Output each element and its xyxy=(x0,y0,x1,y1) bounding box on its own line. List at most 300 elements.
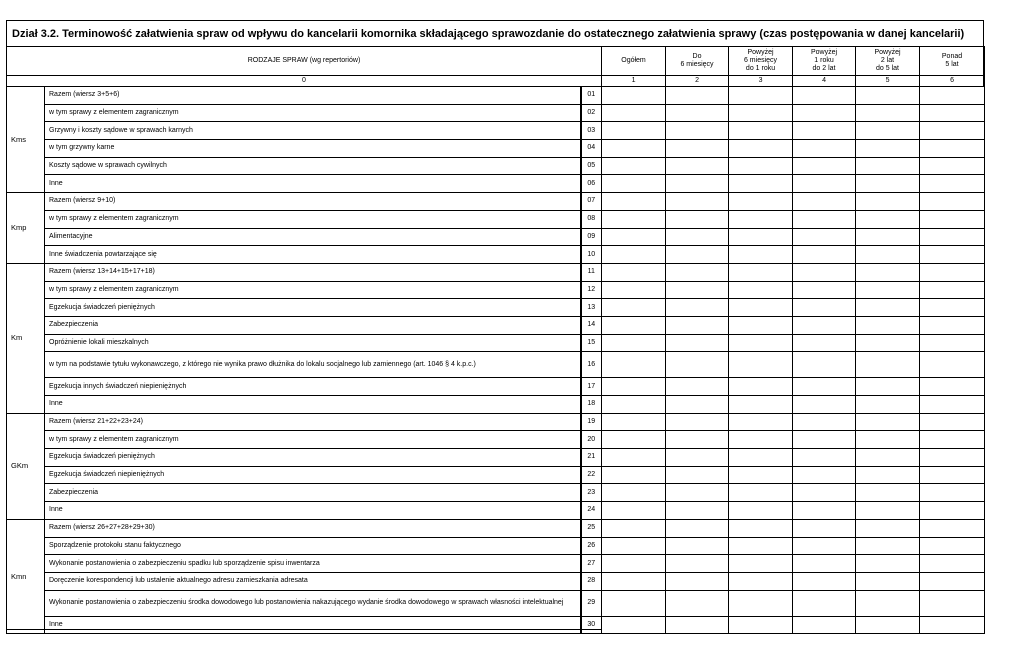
data-cell-col-1[interactable] xyxy=(602,263,666,281)
data-cell-col-4[interactable] xyxy=(793,122,856,140)
data-cell-col-5[interactable] xyxy=(856,378,920,396)
data-cell-col-2[interactable] xyxy=(666,140,729,158)
data-cell-col-4[interactable] xyxy=(793,210,856,228)
header-col-4-line-1: Powyżej xyxy=(810,49,838,56)
data-cell-col-3[interactable] xyxy=(729,334,793,352)
table-row xyxy=(7,537,985,555)
data-cell-col-6[interactable] xyxy=(920,449,985,467)
data-cell-col-5[interactable] xyxy=(856,502,920,520)
data-cell-col-6[interactable] xyxy=(920,228,985,246)
data-cell-col-2[interactable] xyxy=(666,502,729,520)
header-col-3-line-2: 6 miesięcy xyxy=(743,57,778,64)
data-cell-col-5[interactable] xyxy=(856,431,920,449)
data-cell-col-6[interactable] xyxy=(920,140,985,158)
col-number-4: 4 xyxy=(793,76,856,87)
column-number-row xyxy=(7,76,985,87)
data-cell-col-1[interactable] xyxy=(602,122,666,140)
data-cell-col-6[interactable] xyxy=(920,555,985,573)
data-cell-col-1[interactable] xyxy=(602,413,666,431)
data-cell-col-3[interactable] xyxy=(729,157,793,175)
data-cell-col-3[interactable] xyxy=(729,246,793,264)
data-cell-col-2[interactable] xyxy=(666,228,729,246)
data-cell-col-4[interactable] xyxy=(793,104,856,122)
data-cell-col-6[interactable] xyxy=(920,316,985,334)
data-cell-col-1[interactable] xyxy=(602,87,666,105)
report-frame xyxy=(6,20,984,630)
header-col-5-line-3: do 5 lat xyxy=(876,65,899,72)
data-cell-col-5[interactable] xyxy=(856,122,920,140)
row-number: 19 xyxy=(581,413,602,431)
table-row xyxy=(7,431,985,449)
row-number: 20 xyxy=(581,431,602,449)
header-col-5-line-2: 2 lat xyxy=(880,57,895,64)
data-cell-col-3[interactable] xyxy=(729,210,793,228)
data-cell-col-6[interactable] xyxy=(920,537,985,555)
header-col-1-line-1: Ogółem xyxy=(621,57,646,64)
data-cell-col-4[interactable] xyxy=(793,263,856,281)
data-cell-col-3[interactable] xyxy=(729,616,793,634)
row-label: Inne xyxy=(45,502,581,520)
header-col-1 xyxy=(602,47,666,76)
table-row xyxy=(7,519,985,537)
header-col-3-line-3: do 1 roku xyxy=(745,65,776,72)
data-cell-col-5[interactable] xyxy=(856,281,920,299)
row-label: Zabezpieczenia xyxy=(45,316,581,334)
data-cell-col-3[interactable] xyxy=(729,413,793,431)
header-col-5 xyxy=(856,47,920,76)
data-cell-col-3[interactable] xyxy=(729,378,793,396)
data-cell-col-5[interactable] xyxy=(856,299,920,317)
data-cell-col-6[interactable] xyxy=(920,175,985,193)
data-cell-col-3[interactable] xyxy=(729,122,793,140)
data-cell-col-3[interactable] xyxy=(729,281,793,299)
table-row xyxy=(7,87,985,105)
row-number: 27 xyxy=(581,555,602,573)
row-number: 04 xyxy=(581,140,602,158)
table-row xyxy=(7,466,985,484)
data-cell-col-5[interactable] xyxy=(856,413,920,431)
row-label: Koszty sądowe w sprawach cywilnych xyxy=(45,157,581,175)
row-label: Egzekucja innych świadczeń niepieniężnych xyxy=(45,378,581,396)
header-col-2-line-1: Do xyxy=(692,53,702,60)
table-row xyxy=(7,352,985,378)
data-cell-col-4[interactable] xyxy=(793,140,856,158)
data-cell-col-6[interactable] xyxy=(920,572,985,590)
data-cell-col-4[interactable] xyxy=(793,555,856,573)
data-cell-col-6[interactable] xyxy=(920,466,985,484)
data-cell-col-4[interactable] xyxy=(793,246,856,264)
data-cell-col-2[interactable] xyxy=(666,466,729,484)
data-cell-col-5[interactable] xyxy=(856,140,920,158)
data-cell-col-4[interactable] xyxy=(793,449,856,467)
header-col-6-line-1: Ponad xyxy=(941,53,963,60)
table-row xyxy=(7,140,985,158)
data-cell-col-4[interactable] xyxy=(793,352,856,378)
data-cell-col-6[interactable] xyxy=(920,87,985,105)
data-cell-col-6[interactable] xyxy=(920,122,985,140)
table-row xyxy=(7,263,985,281)
data-cell-col-1[interactable] xyxy=(602,175,666,193)
data-cell-col-3[interactable] xyxy=(729,396,793,414)
data-cell-col-4[interactable] xyxy=(793,431,856,449)
row-label: Egzekucja świadczeń pieniężnych xyxy=(45,449,581,467)
row-label: Opróżnienie lokali mieszkalnych xyxy=(45,334,581,352)
data-cell-col-2[interactable] xyxy=(666,616,729,634)
table-row xyxy=(7,378,985,396)
row-label: w tym sprawy z elementem zagranicznym xyxy=(45,210,581,228)
data-cell-col-4[interactable] xyxy=(793,413,856,431)
row-label: Egzekucja świadczeń pieniężnych xyxy=(45,299,581,317)
row-label: Wykonanie postanowienia o zabezpieczeniu spadku lub sporządzenie spisu inwentarza xyxy=(45,555,581,573)
table-row xyxy=(7,228,985,246)
data-cell-col-1[interactable] xyxy=(602,140,666,158)
table-row xyxy=(7,334,985,352)
data-cell-col-1[interactable] xyxy=(602,352,666,378)
data-cell-col-6[interactable] xyxy=(920,246,985,264)
data-cell-col-2[interactable] xyxy=(666,193,729,211)
data-cell-col-1[interactable] xyxy=(602,616,666,634)
group-label: Kmn xyxy=(7,519,45,633)
table-row xyxy=(7,616,985,634)
data-cell-col-1[interactable] xyxy=(602,555,666,573)
data-cell-col-6[interactable] xyxy=(920,281,985,299)
data-cell-col-3[interactable] xyxy=(729,449,793,467)
table-row xyxy=(7,572,985,590)
row-number: 06 xyxy=(581,175,602,193)
row-label: Alimentacyjne xyxy=(45,228,581,246)
data-cell-col-5[interactable] xyxy=(856,466,920,484)
row-number: 23 xyxy=(581,484,602,502)
row-number: 09 xyxy=(581,228,602,246)
row-number: 21 xyxy=(581,449,602,467)
data-cell-col-3[interactable] xyxy=(729,466,793,484)
data-cell-col-5[interactable] xyxy=(856,616,920,634)
row-number: 18 xyxy=(581,396,602,414)
data-cell-col-5[interactable] xyxy=(856,352,920,378)
data-cell-col-3[interactable] xyxy=(729,555,793,573)
row-label: Inne świadczenia powtarzające się xyxy=(45,246,581,264)
header-col-5-line-1: Powyżej xyxy=(874,49,901,56)
data-cell-col-1[interactable] xyxy=(602,396,666,414)
data-cell-col-6[interactable] xyxy=(920,334,985,352)
data-cell-col-1[interactable] xyxy=(602,316,666,334)
row-number: 28 xyxy=(581,572,602,590)
data-cell-col-1[interactable] xyxy=(602,157,666,175)
row-label: Egzekucja świadczeń niepieniężnych xyxy=(45,466,581,484)
header-col-6-line-2: 5 lat xyxy=(945,61,959,68)
data-cell-col-1[interactable] xyxy=(602,378,666,396)
data-cell-col-4[interactable] xyxy=(793,572,856,590)
data-cell-col-2[interactable] xyxy=(666,413,729,431)
data-cell-col-5[interactable] xyxy=(856,87,920,105)
data-cell-col-5[interactable] xyxy=(856,484,920,502)
data-cell-col-2[interactable] xyxy=(666,122,729,140)
data-cell-col-2[interactable] xyxy=(666,537,729,555)
table-row xyxy=(7,413,985,431)
row-number: 02 xyxy=(581,104,602,122)
data-cell-col-6[interactable] xyxy=(920,519,985,537)
data-cell-col-5[interactable] xyxy=(856,449,920,467)
data-cell-col-6[interactable] xyxy=(920,502,985,520)
row-label: Inne xyxy=(45,616,581,634)
data-cell-col-5[interactable] xyxy=(856,246,920,264)
data-cell-col-4[interactable] xyxy=(793,87,856,105)
data-cell-col-6[interactable] xyxy=(920,104,985,122)
data-cell-col-4[interactable] xyxy=(793,175,856,193)
header-col-6 xyxy=(920,47,985,76)
data-cell-col-2[interactable] xyxy=(666,449,729,467)
data-cell-col-3[interactable] xyxy=(729,140,793,158)
data-cell-col-1[interactable] xyxy=(602,334,666,352)
table-row xyxy=(7,157,985,175)
data-cell-col-2[interactable] xyxy=(666,431,729,449)
data-cell-col-2[interactable] xyxy=(666,334,729,352)
col-number-1: 1 xyxy=(602,76,666,87)
row-number: 30 xyxy=(581,616,602,634)
data-cell-col-2[interactable] xyxy=(666,157,729,175)
data-cell-col-5[interactable] xyxy=(856,537,920,555)
data-cell-col-3[interactable] xyxy=(729,175,793,193)
data-cell-col-3[interactable] xyxy=(729,316,793,334)
data-cell-col-1[interactable] xyxy=(602,484,666,502)
table-row xyxy=(7,210,985,228)
data-cell-col-2[interactable] xyxy=(666,175,729,193)
data-cell-col-3[interactable] xyxy=(729,263,793,281)
row-number: 10 xyxy=(581,246,602,264)
data-cell-col-3[interactable] xyxy=(729,352,793,378)
data-cell-col-6[interactable] xyxy=(920,396,985,414)
row-number: 12 xyxy=(581,281,602,299)
data-cell-col-2[interactable] xyxy=(666,281,729,299)
data-cell-col-4[interactable] xyxy=(793,466,856,484)
data-cell-col-3[interactable] xyxy=(729,519,793,537)
data-cell-col-4[interactable] xyxy=(793,590,856,616)
col-number-3: 3 xyxy=(729,76,793,87)
data-cell-col-1[interactable] xyxy=(602,590,666,616)
header-col-4-line-3: do 2 lat xyxy=(812,65,836,72)
header-col-3-line-1: Powyżej xyxy=(747,49,774,56)
row-label: Wykonanie postanowienia o zabezpieczeniu środka dowodowego lub postanowienia nakazującego wydanie środka dowodowego w sprawach własności intelektualnej xyxy=(45,590,581,616)
table-row xyxy=(7,590,985,616)
data-cell-col-5[interactable] xyxy=(856,157,920,175)
header-rodzaje-spraw: RODZAJE SPRAW (wg repertoriów) xyxy=(7,47,602,76)
table-row xyxy=(7,316,985,334)
data-cell-col-4[interactable] xyxy=(793,378,856,396)
row-label: w tym grzywny karne xyxy=(45,140,581,158)
data-cell-col-6[interactable] xyxy=(920,157,985,175)
data-cell-col-2[interactable] xyxy=(666,378,729,396)
row-number: 07 xyxy=(581,193,602,211)
data-cell-col-6[interactable] xyxy=(920,210,985,228)
header-col-4 xyxy=(793,47,856,76)
row-number: 16 xyxy=(581,352,602,378)
row-label: Inne xyxy=(45,396,581,414)
data-cell-col-1[interactable] xyxy=(602,193,666,211)
group-label: Km xyxy=(7,263,45,413)
data-cell-col-5[interactable] xyxy=(856,193,920,211)
col-number-6: 6 xyxy=(920,76,985,87)
header-col-4-line-2: 1 roku xyxy=(814,57,834,64)
group-label: GKm xyxy=(7,413,45,519)
data-cell-col-5[interactable] xyxy=(856,316,920,334)
data-cell-col-5[interactable] xyxy=(856,334,920,352)
data-cell-col-5[interactable] xyxy=(856,228,920,246)
report-table xyxy=(6,46,985,634)
data-cell-col-3[interactable] xyxy=(729,228,793,246)
data-cell-col-1[interactable] xyxy=(602,449,666,467)
table-row xyxy=(7,396,985,414)
data-cell-col-2[interactable] xyxy=(666,210,729,228)
data-cell-col-5[interactable] xyxy=(856,263,920,281)
data-cell-col-2[interactable] xyxy=(666,484,729,502)
data-cell-col-5[interactable] xyxy=(856,572,920,590)
data-cell-col-5[interactable] xyxy=(856,210,920,228)
row-number: 24 xyxy=(581,502,602,520)
data-cell-col-3[interactable] xyxy=(729,502,793,520)
data-cell-col-2[interactable] xyxy=(666,316,729,334)
table-row xyxy=(7,193,985,211)
data-cell-col-5[interactable] xyxy=(856,590,920,616)
data-cell-col-2[interactable] xyxy=(666,87,729,105)
table-row xyxy=(7,246,985,264)
data-cell-col-6[interactable] xyxy=(920,590,985,616)
data-cell-col-5[interactable] xyxy=(856,175,920,193)
data-cell-col-4[interactable] xyxy=(793,281,856,299)
data-cell-col-2[interactable] xyxy=(666,572,729,590)
data-cell-col-6[interactable] xyxy=(920,616,985,634)
data-cell-col-3[interactable] xyxy=(729,484,793,502)
data-cell-col-4[interactable] xyxy=(793,519,856,537)
row-label: w tym sprawy z elementem zagranicznym xyxy=(45,104,581,122)
data-cell-col-1[interactable] xyxy=(602,502,666,520)
data-cell-col-4[interactable] xyxy=(793,316,856,334)
data-cell-col-5[interactable] xyxy=(856,396,920,414)
data-cell-col-2[interactable] xyxy=(666,396,729,414)
row-number: 25 xyxy=(581,519,602,537)
row-number: 13 xyxy=(581,299,602,317)
data-cell-col-4[interactable] xyxy=(793,299,856,317)
data-cell-col-2[interactable] xyxy=(666,555,729,573)
data-cell-col-3[interactable] xyxy=(729,104,793,122)
table-row xyxy=(7,502,985,520)
row-label: Zabezpieczenia xyxy=(45,484,581,502)
data-cell-col-4[interactable] xyxy=(793,396,856,414)
data-cell-col-3[interactable] xyxy=(729,193,793,211)
header-col-3 xyxy=(729,47,793,76)
data-cell-col-2[interactable] xyxy=(666,263,729,281)
table-row xyxy=(7,555,985,573)
data-cell-col-1[interactable] xyxy=(602,519,666,537)
header-row xyxy=(7,47,985,76)
col-number-5: 5 xyxy=(856,76,920,87)
table-row xyxy=(7,281,985,299)
col-number-0: 0 xyxy=(7,76,602,87)
table-row xyxy=(7,175,985,193)
data-cell-col-6[interactable] xyxy=(920,352,985,378)
data-cell-col-1[interactable] xyxy=(602,210,666,228)
data-cell-col-3[interactable] xyxy=(729,572,793,590)
row-label: Razem (wiersz 21+22+23+24) xyxy=(45,413,581,431)
data-cell-col-4[interactable] xyxy=(793,484,856,502)
header-col-2 xyxy=(666,47,729,76)
data-cell-col-2[interactable] xyxy=(666,104,729,122)
data-cell-col-1[interactable] xyxy=(602,299,666,317)
table-row xyxy=(7,449,985,467)
table-row xyxy=(7,484,985,502)
data-cell-col-2[interactable] xyxy=(666,352,729,378)
header-col-2-line-2: 6 miesięcy xyxy=(680,61,714,68)
row-label: Sporządzenie protokołu stanu faktycznego xyxy=(45,537,581,555)
row-number: 29 xyxy=(581,590,602,616)
data-cell-col-4[interactable] xyxy=(793,502,856,520)
data-cell-col-1[interactable] xyxy=(602,466,666,484)
row-number: 01 xyxy=(581,87,602,105)
data-cell-col-6[interactable] xyxy=(920,413,985,431)
data-cell-col-2[interactable] xyxy=(666,590,729,616)
data-cell-col-4[interactable] xyxy=(793,537,856,555)
data-cell-col-3[interactable] xyxy=(729,590,793,616)
data-cell-col-6[interactable] xyxy=(920,484,985,502)
data-cell-col-4[interactable] xyxy=(793,157,856,175)
data-cell-col-2[interactable] xyxy=(666,519,729,537)
data-cell-col-6[interactable] xyxy=(920,263,985,281)
row-number: 17 xyxy=(581,378,602,396)
data-cell-col-5[interactable] xyxy=(856,555,920,573)
data-cell-col-5[interactable] xyxy=(856,104,920,122)
data-cell-col-6[interactable] xyxy=(920,193,985,211)
row-label: Grzywny i koszty sądowe w sprawach karnych xyxy=(45,122,581,140)
data-cell-col-4[interactable] xyxy=(793,193,856,211)
row-label: Razem (wiersz 9+10) xyxy=(45,193,581,211)
data-cell-col-6[interactable] xyxy=(920,431,985,449)
row-label: Inne xyxy=(45,175,581,193)
data-cell-col-6[interactable] xyxy=(920,299,985,317)
data-cell-col-1[interactable] xyxy=(602,572,666,590)
data-cell-col-4[interactable] xyxy=(793,334,856,352)
data-cell-col-3[interactable] xyxy=(729,299,793,317)
data-cell-col-2[interactable] xyxy=(666,246,729,264)
row-number: 03 xyxy=(581,122,602,140)
row-label: Razem (wiersz 3+5+6) xyxy=(45,87,581,105)
table-row xyxy=(7,299,985,317)
row-number: 26 xyxy=(581,537,602,555)
data-cell-col-2[interactable] xyxy=(666,299,729,317)
table-row xyxy=(7,104,985,122)
row-number: 08 xyxy=(581,210,602,228)
data-cell-col-4[interactable] xyxy=(793,228,856,246)
data-cell-col-6[interactable] xyxy=(920,378,985,396)
data-cell-col-5[interactable] xyxy=(856,519,920,537)
row-number: 15 xyxy=(581,334,602,352)
group-label: Kmp xyxy=(7,193,45,264)
data-cell-col-1[interactable] xyxy=(602,281,666,299)
row-label: w tym sprawy z elementem zagranicznym xyxy=(45,431,581,449)
data-cell-col-1[interactable] xyxy=(602,537,666,555)
data-cell-col-4[interactable] xyxy=(793,616,856,634)
data-cell-col-1[interactable] xyxy=(602,228,666,246)
data-cell-col-1[interactable] xyxy=(602,431,666,449)
data-cell-col-1[interactable] xyxy=(602,104,666,122)
row-label: w tym sprawy z elementem zagranicznym xyxy=(45,281,581,299)
data-cell-col-3[interactable] xyxy=(729,431,793,449)
row-number: 11 xyxy=(581,263,602,281)
row-number: 05 xyxy=(581,157,602,175)
data-cell-col-3[interactable] xyxy=(729,537,793,555)
data-cell-col-1[interactable] xyxy=(602,246,666,264)
row-label: Razem (wiersz 13+14+15+17+18) xyxy=(45,263,581,281)
row-label: Doręczenie korespondencji lub ustalenie aktualnego adresu zamieszkania adresata xyxy=(45,572,581,590)
data-cell-col-3[interactable] xyxy=(729,87,793,105)
